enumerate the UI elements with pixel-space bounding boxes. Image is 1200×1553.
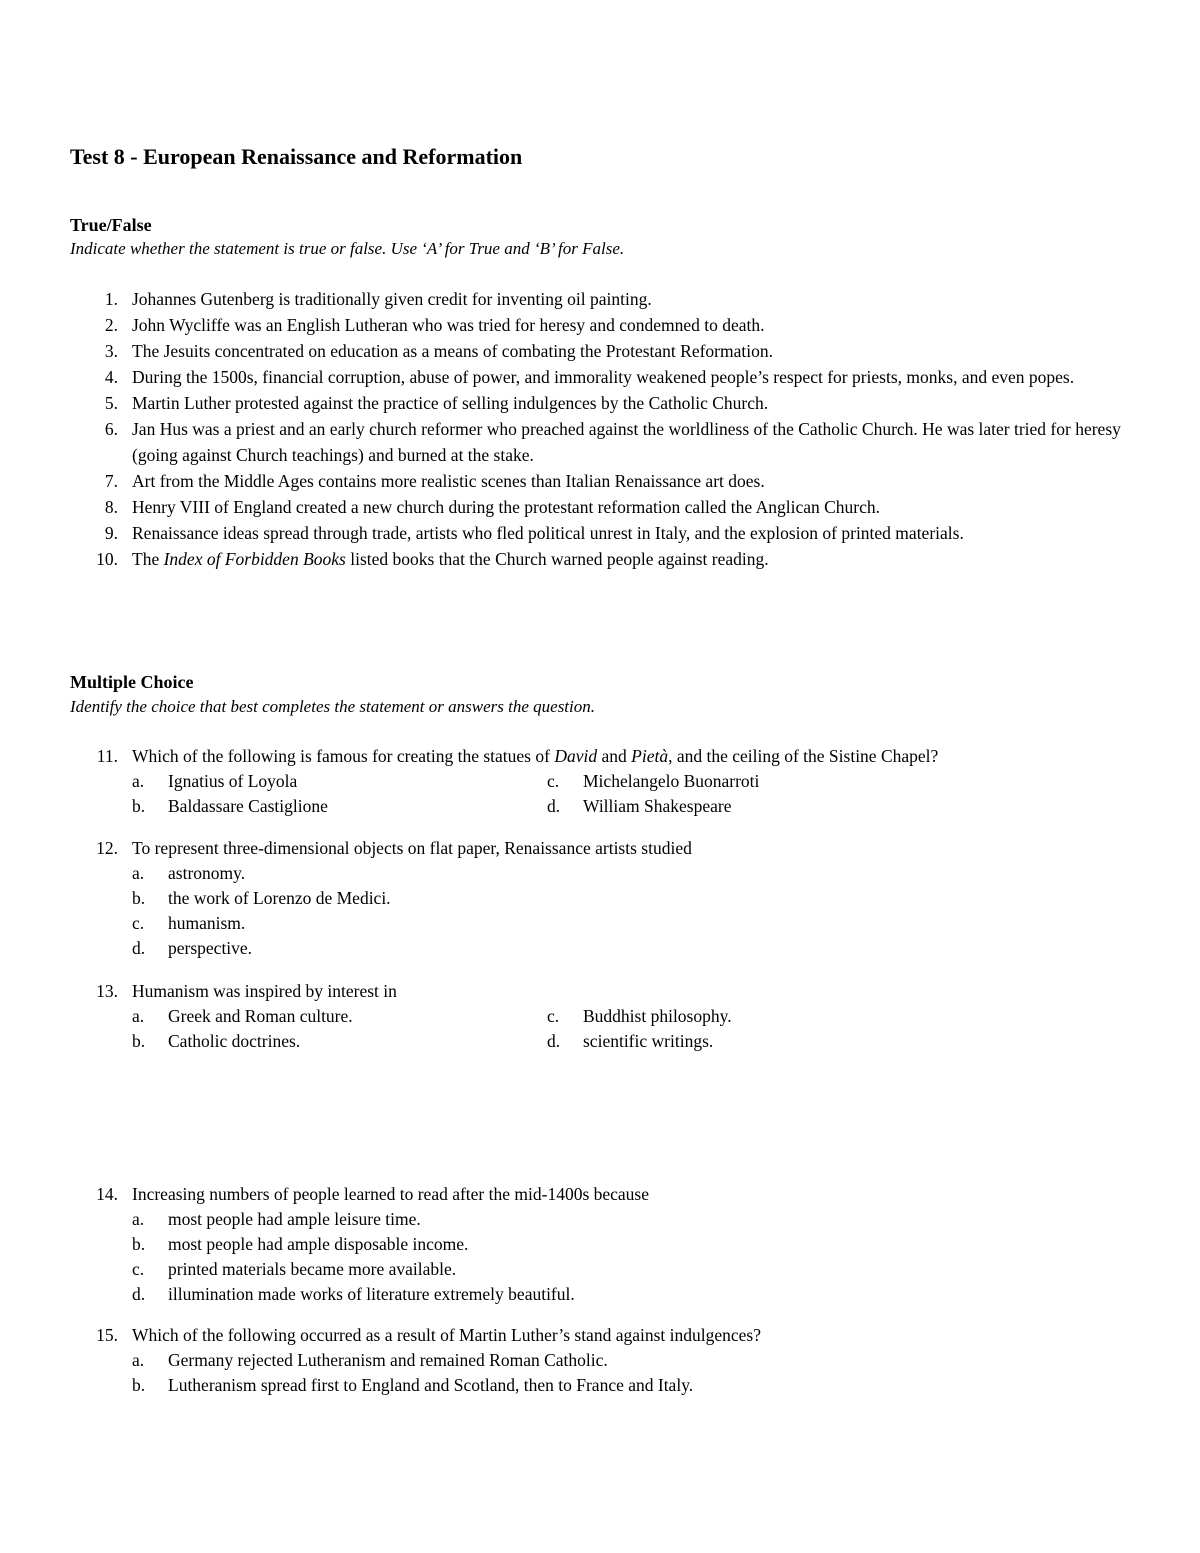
item-number: 1. xyxy=(104,289,118,309)
item-number: 2. xyxy=(104,315,118,335)
item-text: John Wycliffe was an English Lutheran who was tried for heresy and condemned to death. xyxy=(132,315,765,335)
choice-letter: c. xyxy=(547,1006,560,1026)
choice-option xyxy=(547,769,947,794)
list-item xyxy=(70,546,1150,572)
true-false-list xyxy=(70,286,1150,572)
choice-letter: d. xyxy=(547,1031,561,1051)
list-item xyxy=(70,494,1150,520)
choice-column xyxy=(547,1004,947,1054)
list-item xyxy=(70,468,1150,494)
question-stem xyxy=(70,836,1150,861)
book-title: Index of Forbidden Books xyxy=(163,549,346,569)
choice-option xyxy=(547,794,947,819)
list-item xyxy=(70,364,1150,390)
artwork-title: David xyxy=(554,746,598,766)
choice-text: illumination made works of literature extremely beautiful. xyxy=(168,1284,575,1304)
question-14 xyxy=(70,1182,1150,1307)
question-text: Increasing numbers of people learned to read after the mid-1400s because xyxy=(132,1184,650,1204)
choice-letter: a. xyxy=(132,771,145,791)
choice-option xyxy=(132,1029,532,1054)
choice-list xyxy=(132,769,1150,819)
choice-letter: c. xyxy=(547,771,560,791)
multiple-choice-instructions: Identify the choice that best completes the statement or answers the question. xyxy=(70,697,595,716)
choice-option xyxy=(132,1004,532,1029)
choice-letter: c. xyxy=(132,913,145,933)
item-text: Martin Luther protested against the practice of selling indulgences by the Catholic Church. xyxy=(132,393,769,413)
choice-column xyxy=(547,769,947,819)
choice-letter: c. xyxy=(132,1259,145,1279)
choice-option xyxy=(132,1207,1150,1232)
question-number: 12. xyxy=(96,838,118,858)
choice-text: the work of Lorenzo de Medici. xyxy=(168,888,391,908)
choice-letter: b. xyxy=(132,1375,146,1395)
choice-text: scientific writings. xyxy=(583,1031,714,1051)
choice-option xyxy=(132,769,532,794)
item-number: 6. xyxy=(104,419,118,439)
question-13 xyxy=(70,979,1150,1054)
item-text: Renaissance ideas spread through trade, artists who fled political unrest in Italy, and the explosion of printed materials. xyxy=(132,523,964,543)
choice-text: perspective. xyxy=(168,938,253,958)
stem-part: , and the ceiling of the Sistine Chapel? xyxy=(668,746,939,766)
list-item xyxy=(70,390,1150,416)
list-item xyxy=(70,286,1150,312)
item-text: The Jesuits concentrated on education as a means of combating the Protestant Reformation. xyxy=(132,341,773,361)
item-text: Jan Hus was a priest and an early church reformer who preached against the worldliness of the Catholic Church. He was later tried for heresy (going against Church teachings) and burned at the stake. xyxy=(132,419,1121,465)
choice-option xyxy=(132,794,532,819)
choice-option xyxy=(132,886,1150,911)
item-number: 8. xyxy=(104,497,118,517)
choice-text: Michelangelo Buonarroti xyxy=(583,771,760,791)
item-number: 4. xyxy=(104,367,118,387)
item-text: Johannes Gutenberg is traditionally given credit for inventing oil painting. xyxy=(132,289,652,309)
question-number: 14. xyxy=(96,1184,118,1204)
page-title: Test 8 - European Renaissance and Reformation xyxy=(70,144,523,169)
multiple-choice-heading: Multiple Choice xyxy=(70,672,194,692)
choice-letter: a. xyxy=(132,1350,145,1370)
question-11 xyxy=(70,744,1150,819)
choice-letter: d. xyxy=(132,938,146,958)
choice-letter: b. xyxy=(132,796,146,816)
choice-letter: b. xyxy=(132,888,146,908)
choice-list xyxy=(132,861,1150,961)
choice-text: most people had ample leisure time. xyxy=(168,1209,421,1229)
choice-letter: a. xyxy=(132,1006,145,1026)
choice-option xyxy=(132,861,1150,886)
true-false-heading: True/False xyxy=(70,215,152,235)
item-number: 10. xyxy=(96,549,118,569)
question-15 xyxy=(70,1323,1150,1398)
choice-letter: b. xyxy=(132,1031,146,1051)
choice-letter: a. xyxy=(132,1209,145,1229)
choice-text: humanism. xyxy=(168,913,246,933)
question-number: 13. xyxy=(96,981,118,1001)
question-stem xyxy=(70,1323,1150,1348)
question-number: 15. xyxy=(96,1325,118,1345)
item-text-part: The xyxy=(132,549,164,569)
item-number: 7. xyxy=(104,471,118,491)
item-text xyxy=(132,546,1150,572)
question-12 xyxy=(70,836,1150,961)
choice-letter: d. xyxy=(547,796,561,816)
choice-option xyxy=(132,936,1150,961)
choice-text: Buddhist philosophy. xyxy=(583,1006,732,1026)
choice-column xyxy=(132,769,532,819)
choice-text: Ignatius of Loyola xyxy=(168,771,298,791)
artwork-title: Pietà xyxy=(631,746,669,766)
choice-option xyxy=(132,911,1150,936)
list-item xyxy=(70,520,1150,546)
item-text: Henry VIII of England created a new church during the protestant reformation called the Anglican Church. xyxy=(132,497,881,517)
choice-text: Catholic doctrines. xyxy=(168,1031,301,1051)
choice-text: most people had ample disposable income. xyxy=(168,1234,469,1254)
choice-option xyxy=(132,1282,1150,1307)
choice-option xyxy=(132,1257,1150,1282)
choice-text: Germany rejected Lutheranism and remained Roman Catholic. xyxy=(168,1350,608,1370)
choice-option xyxy=(132,1373,1150,1398)
choice-list xyxy=(132,1348,1150,1398)
list-item xyxy=(70,312,1150,338)
question-stem xyxy=(70,1182,1150,1207)
item-text-part: listed books that the Church warned people against reading. xyxy=(345,549,769,569)
choice-option xyxy=(547,1029,947,1054)
choice-list xyxy=(132,1004,1150,1054)
choice-text: William Shakespeare xyxy=(583,796,732,816)
choice-list xyxy=(132,1207,1150,1307)
choice-text: Greek and Roman culture. xyxy=(168,1006,353,1026)
choice-column xyxy=(132,1004,532,1054)
choice-text: Baldassare Castiglione xyxy=(168,796,328,816)
choice-letter: b. xyxy=(132,1234,146,1254)
question-text: Which of the following occurred as a result of Martin Luther’s stand against indulgences? xyxy=(132,1325,762,1345)
true-false-instructions: Indicate whether the statement is true or false. Use ‘A’ for True and ‘B’ for False. xyxy=(70,239,625,258)
choice-text: printed materials became more available. xyxy=(168,1259,457,1279)
choice-text: astronomy. xyxy=(168,863,246,883)
item-text: During the 1500s, financial corruption, abuse of power, and immorality weakened people’s respect for priests, monks, and even popes. xyxy=(132,367,1075,387)
item-number: 9. xyxy=(104,523,118,543)
question-text: Humanism was inspired by interest in xyxy=(132,981,397,1001)
question-number: 11. xyxy=(96,746,118,766)
choice-option xyxy=(547,1004,947,1029)
list-item xyxy=(70,416,1150,468)
list-item xyxy=(70,338,1150,364)
question-stem xyxy=(70,979,1150,1004)
choice-option xyxy=(132,1232,1150,1257)
question-stem xyxy=(70,744,1150,769)
stem-part: and xyxy=(597,746,632,766)
question-text xyxy=(132,744,1150,769)
item-number: 5. xyxy=(104,393,118,413)
choice-option xyxy=(132,1348,1150,1373)
item-number: 3. xyxy=(104,341,118,361)
stem-part: Which of the following is famous for creating the statues of xyxy=(132,746,555,766)
choice-text: Lutheranism spread first to England and Scotland, then to France and Italy. xyxy=(168,1375,694,1395)
item-text: Art from the Middle Ages contains more realistic scenes than Italian Renaissance art does. xyxy=(132,471,765,491)
choice-letter: d. xyxy=(132,1284,146,1304)
question-text: To represent three-dimensional objects on flat paper, Renaissance artists studied xyxy=(132,838,692,858)
choice-letter: a. xyxy=(132,863,145,883)
